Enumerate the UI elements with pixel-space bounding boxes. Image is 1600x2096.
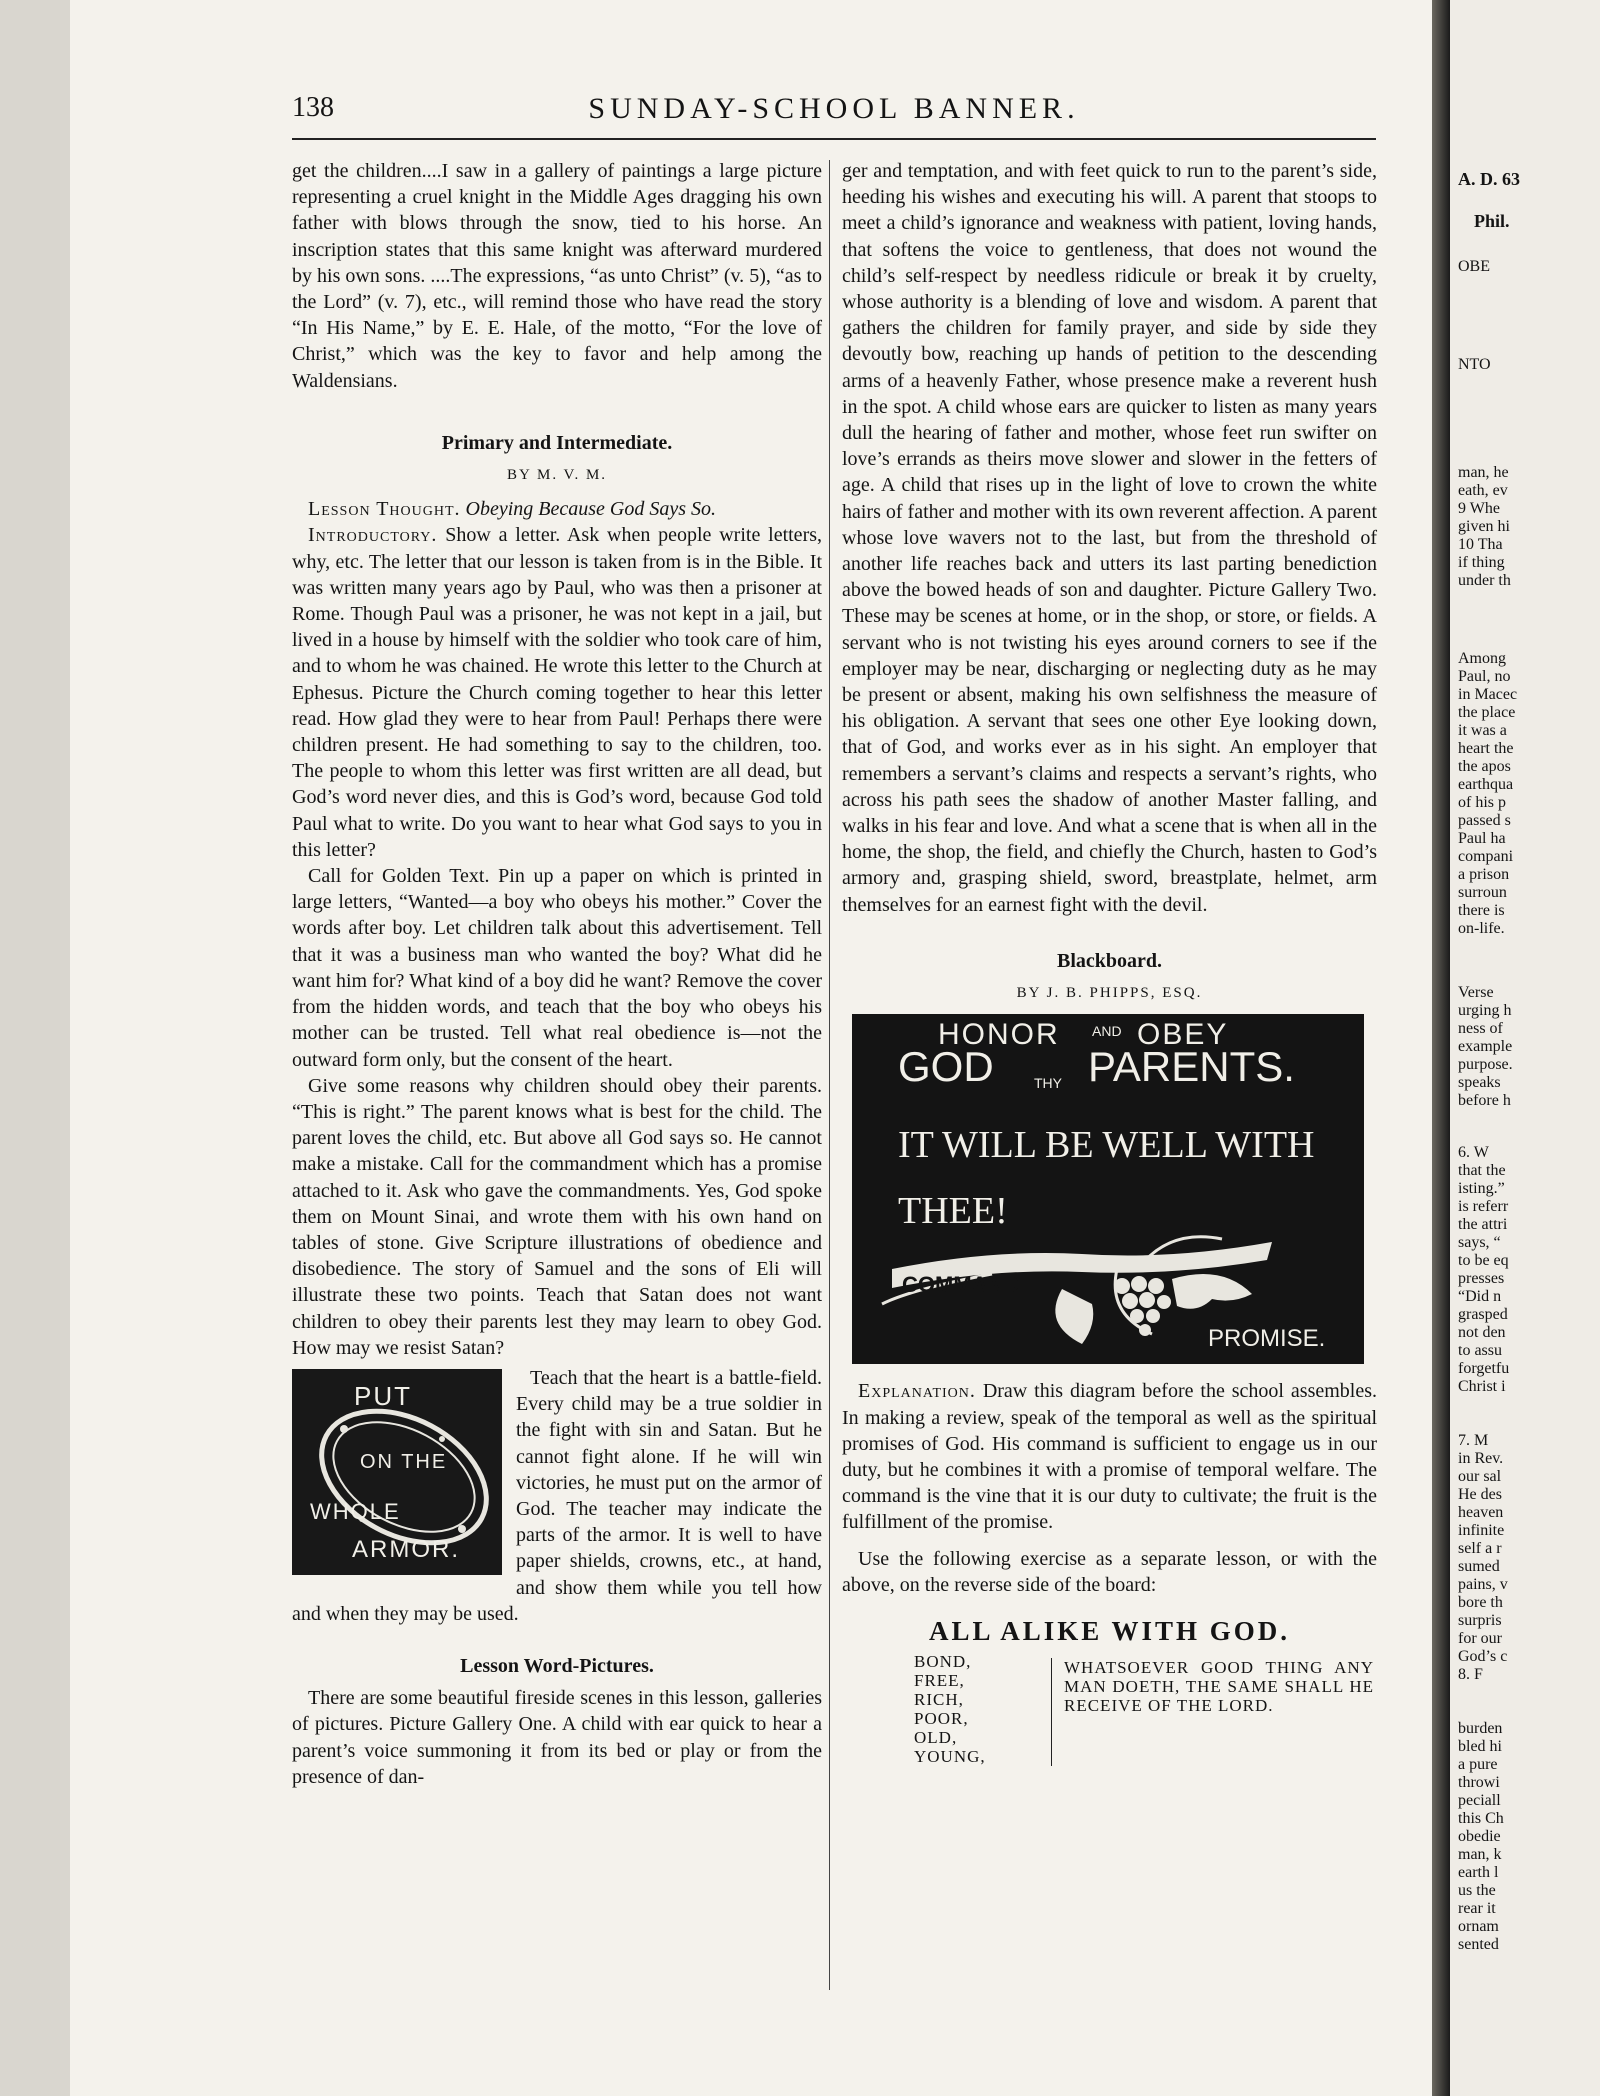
next-page-fragment: passed s bbox=[1458, 812, 1511, 829]
next-page-fragment: sented bbox=[1458, 1936, 1499, 1953]
primary-byline: BY M. V. M. bbox=[506, 467, 608, 484]
next-page-fragment: obedie bbox=[1458, 1828, 1501, 1845]
next-page-fragment: the attri bbox=[1458, 1216, 1508, 1233]
next-page-fragment: the apos bbox=[1458, 758, 1511, 775]
reasons-paragraph: Give some reasons why children should obey their parents. “This is right.” The parent knows what is best for the child. The parent loves the child, etc. But above all God says so. He cannot make a mistake. Call for the commandment which has a promise attached to it. Ask who gave the commandments. Yes, God spoke them on Mount Sinai, and wrote them with his own hand on tables of stone. Give Scripture illustrations of obedience and disobedience. The story of Samuel and the sons of Eli will illustrate these two points. Teach that Satan does not want children to obey their parents lest they may learn to obey God. How may we resist Satan? bbox=[292, 1074, 822, 1359]
next-page-fragment: to assu bbox=[1458, 1342, 1502, 1359]
alike-word: OLD, bbox=[914, 1728, 958, 1748]
next-page-fragment: a pure bbox=[1458, 1756, 1498, 1773]
next-page-fragment: forgetfu bbox=[1458, 1360, 1510, 1377]
bb-command: COMMAND bbox=[902, 1272, 1020, 1298]
next-page-fragment: rear it bbox=[1458, 1900, 1496, 1917]
next-page-fragment: A. D. 63 bbox=[1458, 169, 1520, 189]
next-page-fragment: pains, v bbox=[1458, 1576, 1508, 1593]
golden-text-paragraph: Call for Golden Text. Pin up a paper on which is printed in large letters, “Wanted—a boy who obeys his mother.” Cover the words after boy. Let children talk about this advertisement. Tell that it was a business man who wanted the boy? What did he want him for? What kind of a boy did he want? Remove the cover from the hidden words, and teach that the boy who obeys his mother can be trusted. Tell what real obedience is—not the outward form only, but the consent of the heart. bbox=[292, 865, 822, 1071]
bb-promise: PROMISE. bbox=[1208, 1325, 1326, 1353]
page-number: 138 bbox=[292, 92, 334, 123]
next-page-fragment: to be eq bbox=[1458, 1252, 1509, 1269]
next-page-fragment: in Macec bbox=[1458, 686, 1518, 703]
continuation-paragraph: ger and temptation, and with feet quick to run to the parent’s side, heeding his wishes and executing his will. A parent that stoops to meet a child’s ignorance and weakness with patient, loving hands, that softens the voice to gentleness, that does not wound the child’s self-respect by needless ridicule or break it by cruelty, whose authority is a blending of love and wisdom. A parent that gathers the children for family prayer, and side by side they devoutly bow, reaching up hands of petition to the descending arms of a heavenly Father, whose presence make a reverent hush in the spot. A child whose ears are quicker to listen as many years dull the hearing of father and mother, whose feet run swifter on love’s errands as theirs move slower and slower in the fetters of age. A child that rises up in the light of love to crown the white hairs of father and mother with its own reverent affection. A parent whose love wavers not to the last, but from the threshold of another life reaches back and utters its last parting benediction above the bowed heads of son and daughter. Picture Gallery Two. These may be scenes at home, or in the shop, or store, or fields. A servant who is not twisting his eyes around corners to see if the employer may be near, discharging or neglecting duty as he may be present or absent, making his own selfishness the measure of his obligation. A servant that sees one other Eye looking down, that of God, and works ever as in his sight. An employer that remembers a servant’s claims and respects a servant’s rights, who across his path sees the shadow of another Master falling, and walks in his fear and love. And what a scene that is when all in the home, the shop, the field, and chiefly the Church, hasten to God’s armory and, grasping shield, sword, breastplate, helmet, arm themselves for an earnest fight with the devil. bbox=[842, 160, 1378, 916]
word-pictures-heading: Lesson Word-Pictures. bbox=[460, 1654, 654, 1677]
next-page-fragment: “Did n bbox=[1458, 1288, 1502, 1305]
blackboard-heading: Blackboard. bbox=[1056, 949, 1163, 972]
next-page-fragment: man, k bbox=[1458, 1846, 1502, 1863]
next-page-fragment: throwi bbox=[1458, 1774, 1500, 1791]
page-header bbox=[292, 92, 1376, 132]
alike-divider bbox=[1051, 1658, 1052, 1766]
bb-well-line: IT WILL BE WELL WITH bbox=[898, 1124, 1315, 1167]
next-page-fragment: heaven bbox=[1458, 1504, 1504, 1521]
next-page-fragment: surpris bbox=[1458, 1612, 1502, 1629]
armor-illustration bbox=[292, 1369, 502, 1575]
lesson-thought-text: Obeying Because God Says So. bbox=[465, 498, 717, 521]
next-page-fragment: self a r bbox=[1458, 1540, 1502, 1557]
alike-words bbox=[914, 1652, 986, 1766]
next-page-fragment: eath, ev bbox=[1458, 482, 1508, 499]
next-page-fragment: 7. M bbox=[1458, 1432, 1489, 1449]
bb-honor: HONOR bbox=[938, 1018, 1060, 1052]
running-title: SUNDAY-SCHOOL BANNER. bbox=[588, 92, 1080, 125]
next-page-fragment: surroun bbox=[1458, 884, 1507, 901]
next-page-fragment: grasped bbox=[1458, 1306, 1508, 1323]
next-page-fragment: Paul, no bbox=[1458, 668, 1511, 685]
next-page-fragment: Verse bbox=[1458, 984, 1494, 1001]
next-page-fragment: Paul ha bbox=[1458, 830, 1506, 847]
introductory-label: Introductory. bbox=[308, 524, 438, 547]
armor-word-on-the: ON THE bbox=[360, 1450, 448, 1473]
next-page-fragment: heart the bbox=[1458, 740, 1514, 757]
armor-word-whole: WHOLE bbox=[310, 1498, 401, 1524]
explanation-text: Draw this diagram before the school assembles. In making a review, speak of the temporal as well as the spiritual promises of God. His command is sufficient to engage us in our duty, but he combines it with a promise of temporal welfare. The command is the vine that it is our duty to cultivate; the fruit is the fulfillment of the promise. bbox=[842, 1380, 1377, 1534]
next-page-fragment: OBE bbox=[1458, 258, 1490, 275]
next-page-fragment: isting.” bbox=[1458, 1180, 1505, 1197]
next-page-fragment: not den bbox=[1458, 1324, 1506, 1341]
blackboard-illustration bbox=[852, 1014, 1364, 1364]
exercise-paragraph: Use the following exercise as a separate lesson, or with the above, on the reverse side of the board: bbox=[842, 1547, 1377, 1596]
column-rule bbox=[829, 160, 830, 1990]
next-page-fragment: a prison bbox=[1458, 866, 1510, 883]
next-page-fragment: earthqua bbox=[1458, 776, 1514, 793]
next-page-fragment: burden bbox=[1458, 1720, 1503, 1737]
next-page-fragment: before h bbox=[1458, 1092, 1511, 1109]
next-page-fragment: the place bbox=[1458, 704, 1516, 721]
next-page-fragment: in Rev. bbox=[1458, 1450, 1504, 1467]
next-page-fragment: sumed bbox=[1458, 1558, 1500, 1575]
next-page-fragment: speaks bbox=[1458, 1074, 1501, 1091]
next-page-fragment: says, “ bbox=[1458, 1234, 1501, 1251]
next-page-fragment: of his p bbox=[1458, 794, 1506, 811]
left-column bbox=[292, 158, 822, 1790]
next-page-fragment: there is bbox=[1458, 902, 1505, 919]
book-gutter bbox=[1432, 0, 1450, 2096]
intro-paragraph: get the children....I saw in a gallery of paintings a large picture representing a cruel knight in the Middle Ages dragging his own father with blows through the snow, tied to his horse. An inscription states that this same knight was afterward murdered by his own sons. ....The expressions, “as unto Christ” (v. 5), “as to the Lord” (v. 7), etc., will remind those who have read the story “In His Name,” by E. E. Hale, of the motto, “For the love of Christ,” which was the key to favor and help among the Waldensians. bbox=[292, 160, 822, 392]
next-page-fragment: ornam bbox=[1458, 1918, 1499, 1935]
next-page-fragment: under th bbox=[1458, 572, 1511, 589]
next-page-fragment: NTO bbox=[1458, 356, 1491, 373]
header-rule bbox=[292, 138, 1376, 140]
bb-thy: THY bbox=[1034, 1075, 1062, 1092]
alike-table bbox=[842, 1652, 1377, 1772]
next-page-fragment: our sal bbox=[1458, 1468, 1502, 1485]
next-page-fragment: earth l bbox=[1458, 1864, 1499, 1881]
next-page-fragment: peciall bbox=[1458, 1792, 1501, 1809]
alike-word: YOUNG, bbox=[914, 1747, 986, 1767]
next-page-fragment: Among bbox=[1458, 650, 1506, 667]
next-page-fragment: bled hi bbox=[1458, 1738, 1502, 1755]
alike-word: RICH, bbox=[914, 1690, 964, 1710]
armor-word-put: PUT bbox=[354, 1380, 412, 1411]
next-page-fragment: for our bbox=[1458, 1630, 1502, 1647]
next-page-edge bbox=[1450, 0, 1600, 2096]
blackboard-byline: BY J. B. PHIPPS, ESQ. bbox=[1016, 985, 1203, 1002]
alike-word: POOR, bbox=[914, 1709, 969, 1729]
explanation-label: Explanation. bbox=[858, 1380, 976, 1403]
next-page-fragment: 8. F bbox=[1458, 1666, 1483, 1683]
bb-thee: THEE! bbox=[898, 1190, 1008, 1233]
armor-word-armor: ARMOR. bbox=[352, 1535, 460, 1563]
next-page-fragment: urging h bbox=[1458, 1002, 1512, 1019]
next-page-fragment: 10 Tha bbox=[1458, 536, 1503, 553]
right-column bbox=[842, 158, 1377, 1772]
alike-word: FREE, bbox=[914, 1671, 965, 1691]
next-page-fragment: purpose. bbox=[1458, 1056, 1513, 1073]
alike-title: ALL ALIKE WITH GOD. bbox=[928, 1615, 1291, 1646]
bb-and: AND bbox=[1092, 1023, 1122, 1040]
next-page-fragment: Phil. bbox=[1474, 211, 1510, 231]
lesson-thought bbox=[292, 496, 822, 522]
next-page-fragment: 9 Whe bbox=[1458, 500, 1500, 517]
battle-paragraph: Teach that the heart is a battle-field. Every child may be a true soldier in the fight with sin and Satan. But he cannot fight alone. If he will win victories, he must put on the armor of God. The teacher may indicate the parts of the armor. It is well to have paper shields, crowns, etc., at hand, and show them while you tell how and when they may be used. bbox=[292, 1366, 822, 1625]
next-page-fragment: us the bbox=[1458, 1882, 1496, 1899]
next-page-fragment: He des bbox=[1458, 1486, 1502, 1503]
next-page-fragment: if thing bbox=[1458, 554, 1505, 571]
next-page-fragment: ness of bbox=[1458, 1020, 1503, 1037]
next-page-fragment: infinite bbox=[1458, 1522, 1505, 1539]
primary-heading: Primary and Intermediate. bbox=[441, 431, 673, 454]
next-page-fragment: God’s c bbox=[1458, 1648, 1508, 1665]
bb-god: GOD bbox=[898, 1043, 994, 1091]
next-page-fragment: on-life. bbox=[1458, 920, 1505, 937]
introductory-paragraph bbox=[292, 522, 822, 863]
next-page-fragment: it was a bbox=[1458, 722, 1507, 739]
next-page-fragment: man, he bbox=[1458, 464, 1509, 481]
next-page-fragment: Christ i bbox=[1458, 1378, 1506, 1395]
next-page-fragment: given hi bbox=[1458, 518, 1510, 535]
lesson-thought-label: Lesson Thought. bbox=[308, 498, 461, 521]
explanation-paragraph bbox=[842, 1378, 1377, 1535]
next-page-fragment: presses bbox=[1458, 1270, 1505, 1287]
next-page-fragment: is referr bbox=[1458, 1198, 1509, 1215]
bb-obey: OBEY bbox=[1137, 1018, 1229, 1052]
alike-word: BOND, bbox=[914, 1652, 972, 1672]
next-page-fragment: example bbox=[1458, 1038, 1513, 1055]
bb-parents: PARENTS. bbox=[1088, 1043, 1295, 1091]
next-page-fragment: 6. W bbox=[1458, 1144, 1489, 1161]
introductory-text: Show a letter. Ask when people write letters, why, etc. The letter that our lesson is taken from is in the Bible. It was written many years ago by Paul, who was then a prisoner at Rome. Though Paul was a prisoner, he was not kept in a jail, but lived in a house by himself with the soldier who took care of him, and to whom he was chained. He wrote this letter to the Church at Ephesus. Picture the Church coming together to hear this letter read. How glad they were to hear from Paul! Perhaps there were children present. He had something to say to the children, too. The people to whom this letter was first written are all dead, but God’s word never dies, and this is God’s word, because God told Paul what to write. Do you want to hear what God says to you in this letter? bbox=[292, 524, 823, 861]
next-page-fragment: that the bbox=[1458, 1162, 1506, 1179]
next-page-fragment: bore th bbox=[1458, 1594, 1503, 1611]
word-pictures-paragraph: There are some beautiful fireside scenes in this lesson, galleries of pictures. Picture Gallery One. A child with ear quick to hear a parent’s voice summoning it from its bed or play or from the presence of dan- bbox=[292, 1687, 822, 1788]
next-page-fragment: compani bbox=[1458, 848, 1514, 865]
armor-section bbox=[292, 1365, 822, 1627]
next-page-fragment: this Ch bbox=[1458, 1810, 1504, 1827]
alike-verse: WHATSOEVER GOOD THING ANY MAN DOETH, THE SAME SHALL HE RECEIVE OF THE LORD. bbox=[1064, 1658, 1374, 1716]
